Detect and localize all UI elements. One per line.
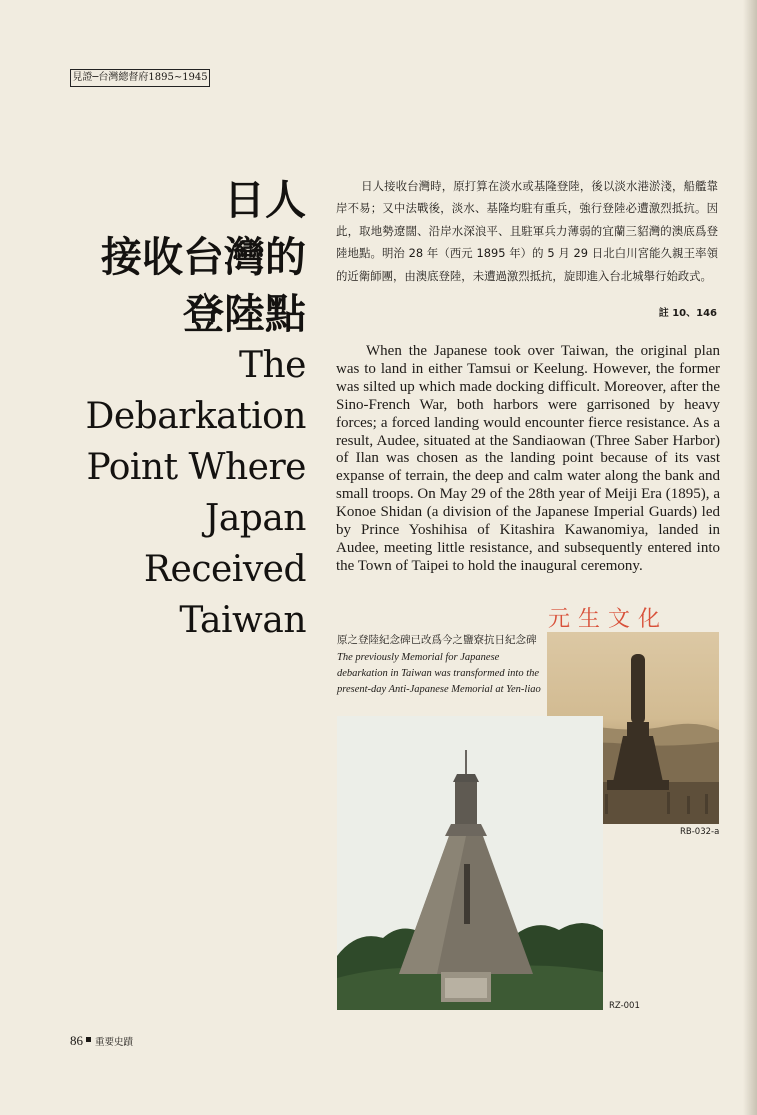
present-memorial-photo (337, 716, 603, 1010)
footer-section-label: 重要史蹟 (95, 1037, 134, 1048)
english-body-text: When the Japanese took over Taiwan, the original plan was to land in either Tamsui or Keelung. However, the former was silted up which made docking difficult. Moreover, after the Sino-French War, both harbors were garrisoned by heavy forces; a forced landing would encounter fierce resistance. As a result, Audee, situated at the Sandiaowan (Three Saber Harbor) of Ilan was chosen as the landing point because of its vast expanse of terrain, the deep and calm water along the bank and small troops. On May 29 of the 28th year of Meiji Era (1895), a Konoe Shidan (a division of the Japanese Imperial Guards) led by Prince Yoshihisa of Kitashira Kawanomiya, landed in Audee, meeting little resistance, and subsequently entered into the Town of Taipei to hold the inaugural ceremony. (336, 343, 720, 574)
photo-caption-chinese: 原之登陸紀念碑已改爲今之鹽寮抗日紀念碑 (337, 634, 537, 646)
english-title-line-2: Debarkation (85, 396, 306, 437)
english-title-line-6: Taiwan (179, 600, 306, 641)
chinese-title-line-1: 日人 (224, 176, 306, 224)
english-title-line-3: Point Where (86, 447, 306, 488)
footer-square-bullet (86, 1037, 91, 1042)
chinese-title-line-3: 登陸點 (183, 290, 306, 338)
present-memorial-illustration (337, 716, 603, 1010)
chinese-title (101, 172, 306, 343)
english-title (85, 340, 306, 646)
english-title-line-1: The (238, 345, 306, 386)
english-title-line-5: Received (143, 549, 306, 590)
old-photo-code: RB-032-a (680, 827, 720, 837)
page-number: 86 (70, 1033, 83, 1048)
publisher-watermark: 元生文化 (548, 607, 669, 632)
chinese-body-text: 日人接收台灣時，原打算在淡水或基隆登陸，後以淡水港淤淺，船艦靠岸不易；又中法戰後，淡水、基隆均駐有重兵，強行登陸必遭激烈抵抗。因此，取地勢遼闊、沿岸水深浪平、且駐軍兵力薄弱的宜蘭三貂灣的澳底爲登陸地點。明治 28 年（西元 1895 年）的 5 月 29 日北白川宮能久親王率領的近衛師團，由澳底登陸，未遭過激烈抵抗，旋即進入台北城舉行始政式。 (336, 179, 718, 283)
chinese-title-line-2: 接收台灣的 (101, 233, 306, 281)
chinese-footnote-ref: 註 10、146 (658, 308, 717, 319)
english-title-line-4: Japan (204, 498, 306, 539)
present-photo-code: RZ-001 (609, 1001, 640, 1011)
series-header: 見證─台灣總督府1895∼1945 (70, 69, 210, 87)
page-edge-shadow (743, 0, 757, 1115)
photo-caption-english: The previously Memorial for Japanese debarkation in Taiwan was transformed into the present-day Anti-Japanese Memorial at Yen-liao (337, 652, 541, 695)
